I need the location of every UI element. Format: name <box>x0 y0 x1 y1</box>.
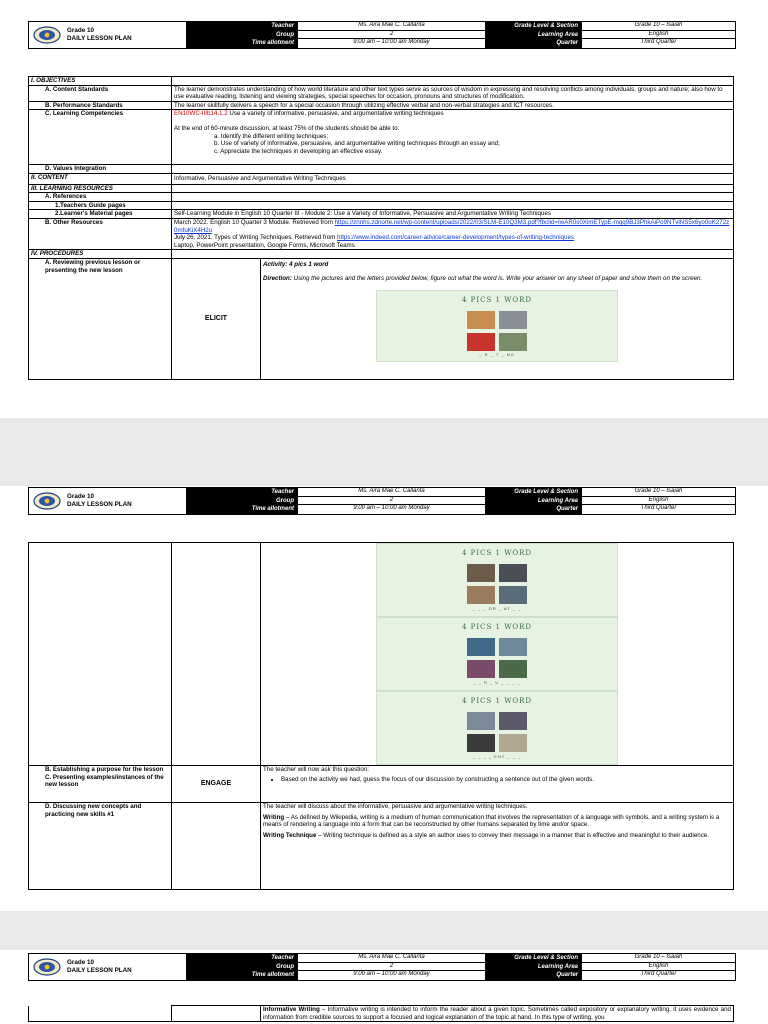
quarter-label: Quarter <box>485 971 582 980</box>
page-1 <box>0 0 768 418</box>
deped-seal-icon <box>33 492 61 510</box>
objective-item: a. Identify the different writing techniques; <box>214 132 329 140</box>
direction-text: Using the pictures and the letters provided below, figure out what the word is. Write your answer on any sheet of paper and show them on the screen. <box>291 274 703 282</box>
content-standards-label: A. Content Standards <box>29 85 172 101</box>
elicit-label: ELICIT <box>172 258 261 379</box>
teacher-value: Ms. Aira Mae C. Callanta <box>298 954 485 963</box>
step-c-label: C. Presenting examples/instances of the new lesson <box>45 773 164 789</box>
header-brand <box>29 488 187 514</box>
engage-bullet: • Based on the activity we had, guess the focus of our discussion by constructing a sentence out of the given words. <box>281 776 731 784</box>
area-label: Learning Area <box>485 31 582 40</box>
step-d-label: D. Discussing new concepts and practicing new skills #1 <box>29 803 172 890</box>
group-label: Group <box>187 497 298 506</box>
quarter-value: Third Quarter <box>640 39 677 46</box>
header-brand <box>29 954 187 980</box>
teacher-label: Teacher <box>187 954 298 963</box>
deped-seal-icon <box>33 958 61 976</box>
objectives-intro: At the end of 60-minute discussion, at least 75% of the students should be able to: <box>174 124 400 132</box>
competencies-label: C. Learning Competencies <box>29 110 172 165</box>
group-label: Group <box>187 31 298 40</box>
puzzle-image-4: 4 PICS 1 WORD _ _ _ _ ENT _ _ _ <box>376 691 618 765</box>
group-value: 2 <box>298 963 485 972</box>
engage-label: ENGAGE <box>172 766 261 803</box>
lm-label: 2.Learner's Material pages <box>29 210 172 219</box>
puzzle-answer: _ _ R _ U _ _ _ _ <box>473 680 521 686</box>
puzzle-answer: _ _ _ OR _ AT _ _ <box>472 606 522 612</box>
values-label: D. Values Integration <box>29 165 172 174</box>
informative-term: Informative Writing <box>263 1006 320 1013</box>
area-label: Learning Area <box>485 497 582 506</box>
quarter-label: Quarter <box>485 39 582 48</box>
other-resource-1: March 2022. English 10 Quarter 3 Module. Retrieved from <box>174 218 335 226</box>
quarter-value: Third Quarter <box>640 505 677 512</box>
puzzle-image-2: 4 PICS 1 WORD _ _ _ OR _ AT _ _ <box>376 543 618 617</box>
time-value: 9:00 am – 10:00 am Monday <box>353 39 430 46</box>
discuss-intro: The teacher will discuss about the informative, persuasive and argumentative writing techniques. <box>263 803 528 810</box>
puzzle-title: 4 PICS 1 WORD <box>461 296 533 305</box>
grade-section-value: Grade 10 – Isaiah <box>582 954 735 963</box>
group-value: 2 <box>298 31 485 40</box>
puzzle-image-1 <box>376 290 618 362</box>
technique-term: Writing Technique <box>263 831 317 839</box>
content-title: II. CONTENT <box>29 173 172 184</box>
header-brand <box>29 22 187 48</box>
teacher-value: Ms. Aira Mae C. Callanta <box>298 488 485 497</box>
performance-standards-text: The learner skillfully delivers a speech for a special occasion through utilizing effective verbal and non-verbal strategies and ICT resources. <box>172 101 734 110</box>
header-plan: DAILY LESSON PLAN <box>67 967 132 974</box>
other-resources-label: B. Other Resources <box>29 218 172 249</box>
performance-standards-label: B. Performance Standards <box>29 101 172 110</box>
grade-section-label: Grade Level & Section <box>485 954 582 963</box>
page-3 <box>0 950 768 1024</box>
teacher-value: Ms. Aira Mae C. Callanta <box>298 22 485 31</box>
procedures-title: IV. PROCEDURES <box>29 250 172 259</box>
step-b-label: B. Establishing a purpose for the lesson <box>45 766 164 773</box>
time-value: 9:00 am – 10:00 am Monday <box>353 505 430 512</box>
objective-item: b. Use of variety of informative, persuasive, and argumentative writing techniques through an essay and; <box>214 140 500 148</box>
tg-label: 1.Teachers Guide pages <box>29 201 172 210</box>
lesson-plan-header <box>28 487 736 515</box>
deped-seal-icon <box>33 26 61 44</box>
header-plan: DAILY LESSON PLAN <box>67 501 132 508</box>
area-value: English <box>582 497 735 506</box>
quarter-label: Quarter <box>485 505 582 514</box>
content-text: Informative, Persuasive and Argumentative Writing Techniques <box>172 173 734 184</box>
area-value: English <box>582 31 735 40</box>
direction-label: Direction: <box>263 274 292 282</box>
header-grade: Grade 10 <box>67 493 94 500</box>
area-value: English <box>582 963 735 972</box>
informative-definition: – Informative writing is intended to inform the reader about a given topic. Sometimes called expository or explanatory writing, it uses evidence and information from credible sources to support a focused and logical explanation of the topic at hand. In this type of writing, you <box>263 1006 731 1021</box>
other-resource-2-link[interactable]: https://www.indeed.com/career-advice/career-development/types-of-writing-techniques <box>337 234 574 242</box>
technique-definition: – Writing technique is defined as a style an author uses to convey their message in a manner that is effective and meaningful to their audience. <box>316 831 709 839</box>
resources-title: III. LEARNING RESOURCES <box>29 184 172 193</box>
grade-section-label: Grade Level & Section <box>485 22 582 31</box>
puzzle-answer: _ R _ T _ NG <box>479 351 515 357</box>
quarter-value: Third Quarter <box>640 971 677 978</box>
procedures-table <box>28 542 734 890</box>
engage-intro: The teacher will now ask this question: <box>263 766 369 773</box>
page-2 <box>0 486 768 911</box>
grade-section-value: Grade 10 – Isaiah <box>582 22 735 31</box>
grade-section-value: Grade 10 – Isaiah <box>582 488 735 497</box>
teacher-label: Teacher <box>187 22 298 31</box>
time-label: Time allotment <box>187 971 298 980</box>
other-resource-3: Laptop, PowerPoint presentation, Google Forms, Microsoft Teams <box>174 241 355 249</box>
time-label: Time allotment <box>187 505 298 514</box>
activity-title: Activity: 4 pics 1 word <box>263 260 329 268</box>
header-plan: DAILY LESSON PLAN <box>67 35 132 42</box>
header-grade: Grade 10 <box>67 959 94 966</box>
puzzle-answer: _ _ _ _ ENT _ _ _ <box>472 754 522 760</box>
header-grade: Grade 10 <box>67 27 94 34</box>
group-label: Group <box>187 963 298 972</box>
writing-definition: – As defined by Wikipedia, writing is a medium of human communication that involves the representation of a language with symbols, and a writing system is a means of rendering a language into a form that can be reconstructed by other humans separated by time and/or space. <box>263 813 720 829</box>
area-label: Learning Area <box>485 963 582 972</box>
group-value: 2 <box>298 497 485 506</box>
time-label: Time allotment <box>187 39 298 48</box>
puzzle-image-3: 4 PICS 1 WORD _ _ R _ U _ _ _ _ <box>376 617 618 691</box>
objectives-title: I. OBJECTIVES <box>29 77 172 86</box>
objective-item: c. Appreciate the techniques in developing an effective essay. <box>214 147 383 155</box>
content-standards-text: The learner demonstrates understanding of how world literature and other text types serve as sources of wisdom in expressing and resolving conflicts among individuals, groups and nature; also how to use evaluative reading, listening and viewing strategies, special speeches for occasion, pronouns and structures of modification. <box>172 85 734 101</box>
other-resource-2: July 26, 2021. Types of Writing Techniques. Retrieved from <box>174 234 338 242</box>
lesson-plan-header <box>28 953 736 981</box>
step-a-label: A. Reviewing previous lesson or presenting the new lesson <box>29 258 172 379</box>
lesson-plan-header <box>28 21 736 49</box>
grade-section-label: Grade Level & Section <box>485 488 582 497</box>
lesson-plan-table <box>28 76 734 380</box>
writing-term: Writing <box>263 813 285 821</box>
teacher-label: Teacher <box>187 488 298 497</box>
competency-text: Use a variety of informative, persuasive, and argumentative writing techniques <box>227 110 444 118</box>
continuation-table <box>28 1005 734 1022</box>
references-label: A. References <box>29 193 172 202</box>
time-value: 9:00 am – 10:00 am Monday <box>353 971 430 978</box>
competency-code: EN10WC-IIIb14.1.2 <box>174 110 228 118</box>
lm-text: Self-Learning Module in English 10 Quarter III - Module 2: Use a Variety of Informative, Persuasive and Argumentative Writing Techniques <box>172 210 734 219</box>
other-resource-1-link[interactable]: https://znnhs.zdnorte.net/wp-content/uploads/2022/03/SLM-E10Q3M3.pdf?fbclid=IwAR0s0XimETypE-mqq9BJ3PhkAiPo9NTvlNS5x6yo0oK272z0mfuKiX4H2u <box>174 218 730 234</box>
